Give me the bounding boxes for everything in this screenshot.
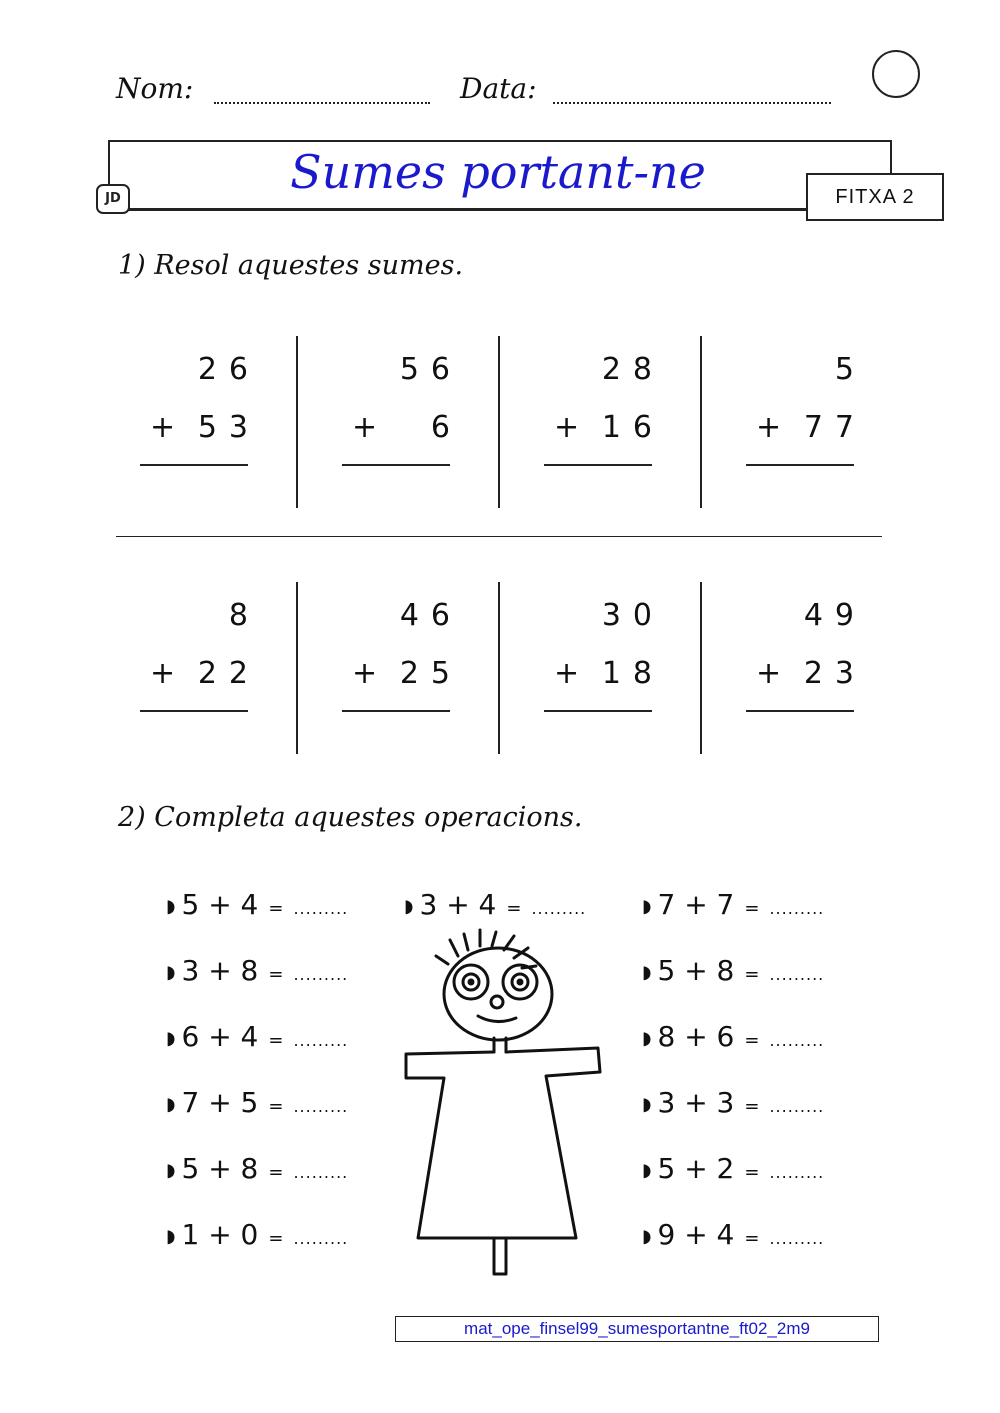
sum-bottom-number: 16 (601, 410, 664, 445)
sum-bottom-number: 22 (197, 656, 260, 691)
plus-sign: + (150, 410, 176, 445)
divider (116, 536, 882, 537)
sum-top-number: 49 (803, 598, 866, 633)
sum-bottom-number: 6 (430, 410, 462, 445)
equals-sign: = (268, 1030, 284, 1051)
exercise-expression: 6 + 4 (181, 1020, 259, 1053)
bullet-icon: ◗ (166, 1093, 176, 1115)
addition-exercise[interactable] (166, 1218, 348, 1251)
answer-blank[interactable]: ......... (293, 1097, 349, 1116)
bullet-icon: ◗ (642, 895, 652, 917)
addition-exercise[interactable] (166, 1152, 348, 1185)
addition-exercise[interactable] (642, 888, 824, 921)
bullet-icon: ◗ (642, 1093, 652, 1115)
exercise-expression: 5 + 2 (657, 1152, 735, 1185)
sum-problem[interactable] (544, 352, 664, 472)
bullet-icon: ◗ (166, 1225, 176, 1247)
sum-answer-line[interactable] (544, 710, 652, 712)
sum-problem[interactable] (140, 352, 260, 472)
equals-sign: = (268, 1228, 284, 1249)
sum-problem[interactable] (342, 598, 462, 718)
addition-exercise[interactable] (166, 888, 348, 921)
sum-answer-line[interactable] (342, 464, 450, 466)
bullet-icon: ◗ (166, 1159, 176, 1181)
sum-top-number: 5 (834, 352, 866, 387)
addition-exercise[interactable] (166, 1020, 348, 1053)
bullet-icon: ◗ (642, 1225, 652, 1247)
answer-blank[interactable]: ......... (769, 1031, 825, 1050)
sum-answer-line[interactable] (140, 464, 248, 466)
answer-blank[interactable]: ......... (293, 1031, 349, 1050)
addition-exercise[interactable] (642, 1152, 824, 1185)
sum-top-number: 8 (228, 598, 260, 633)
footer-code: mat_ope_finsel99_sumesportantne_ft02_2m9 (395, 1316, 879, 1342)
divider (700, 336, 702, 508)
sum-bottom-number: 23 (803, 656, 866, 691)
equals-sign: = (744, 964, 760, 985)
exercise-expression: 8 + 6 (657, 1020, 735, 1053)
plus-sign: + (554, 410, 580, 445)
sum-problem[interactable] (140, 598, 260, 718)
bullet-icon: ◗ (642, 1027, 652, 1049)
equals-sign: = (744, 1096, 760, 1117)
exercise-expression: 5 + 4 (181, 888, 259, 921)
exercise-expression: 5 + 8 (181, 1152, 259, 1185)
plus-sign: + (352, 656, 378, 691)
bullet-icon: ◗ (166, 961, 176, 983)
addition-exercise[interactable] (404, 888, 586, 921)
divider (296, 336, 298, 508)
exercise-expression: 3 + 8 (181, 954, 259, 987)
sum-answer-line[interactable] (140, 710, 248, 712)
equals-sign: = (744, 1030, 760, 1051)
sum-top-number: 46 (399, 598, 462, 633)
sum-bottom-number: 25 (399, 656, 462, 691)
sum-top-number: 28 (601, 352, 664, 387)
logo-icon: JD (96, 184, 130, 214)
plus-sign: + (554, 656, 580, 691)
date-field[interactable] (553, 102, 831, 104)
addition-exercise[interactable] (166, 1086, 348, 1119)
bullet-icon: ◗ (404, 895, 414, 917)
sum-bottom-number: 53 (197, 410, 260, 445)
answer-blank[interactable]: ......... (293, 965, 349, 984)
exercise-expression: 5 + 8 (657, 954, 735, 987)
sheet-badge: FITXA 2 (806, 173, 944, 221)
sum-answer-line[interactable] (746, 710, 854, 712)
sum-answer-line[interactable] (746, 464, 854, 466)
bullet-icon: ◗ (166, 1027, 176, 1049)
addition-exercise[interactable] (642, 1218, 824, 1251)
plus-sign: + (756, 656, 782, 691)
plus-sign: + (150, 656, 176, 691)
exercise-expression: 7 + 7 (657, 888, 735, 921)
sum-problem[interactable] (342, 352, 462, 472)
answer-blank[interactable]: ......... (769, 1097, 825, 1116)
sum-bottom-number: 77 (803, 410, 866, 445)
exercise-expression: 1 + 0 (181, 1218, 259, 1251)
sum-answer-line[interactable] (342, 710, 450, 712)
section-2-heading: 2) Completa aquestes operacions. (118, 802, 583, 833)
exercise-expression: 3 + 4 (419, 888, 497, 921)
divider (700, 582, 702, 754)
plus-sign: + (352, 410, 378, 445)
exercise-expression: 9 + 4 (657, 1218, 735, 1251)
sum-answer-line[interactable] (544, 464, 652, 466)
addition-exercise[interactable] (642, 954, 824, 987)
sum-problem[interactable] (746, 352, 866, 472)
name-label: Nom: (116, 72, 194, 105)
equals-sign: = (744, 898, 760, 919)
name-field[interactable] (214, 102, 430, 104)
section-1-heading: 1) Resol aquestes sumes. (118, 250, 464, 281)
grade-circle[interactable] (872, 50, 920, 98)
divider (498, 336, 500, 508)
exercise-expression: 3 + 3 (657, 1086, 735, 1119)
equals-sign: = (268, 1096, 284, 1117)
answer-blank[interactable]: ......... (531, 899, 587, 918)
equals-sign: = (744, 1162, 760, 1183)
answer-blank[interactable]: ......... (293, 899, 349, 918)
addition-exercise[interactable] (166, 954, 348, 987)
page-title: Sumes portant-ne (290, 145, 706, 199)
bullet-icon: ◗ (642, 961, 652, 983)
child-drawing-icon (398, 926, 608, 1278)
sum-problem[interactable] (746, 598, 866, 718)
divider (296, 582, 298, 754)
equals-sign: = (506, 898, 522, 919)
answer-blank[interactable]: ......... (769, 965, 825, 984)
exercise-expression: 7 + 5 (181, 1086, 259, 1119)
sum-bottom-number: 18 (601, 656, 664, 691)
answer-blank[interactable]: ......... (769, 899, 825, 918)
equals-sign: = (268, 1162, 284, 1183)
equals-sign: = (744, 1228, 760, 1249)
sum-top-number: 56 (399, 352, 462, 387)
equals-sign: = (268, 898, 284, 919)
answer-blank[interactable]: ......... (293, 1229, 349, 1248)
answer-blank[interactable]: ......... (769, 1163, 825, 1182)
sum-top-number: 26 (197, 352, 260, 387)
divider (498, 582, 500, 754)
addition-exercise[interactable] (642, 1020, 824, 1053)
answer-blank[interactable]: ......... (293, 1163, 349, 1182)
sum-top-number: 30 (601, 598, 664, 633)
date-label: Data: (460, 72, 537, 105)
bullet-icon: ◗ (642, 1159, 652, 1181)
answer-blank[interactable]: ......... (769, 1229, 825, 1248)
bullet-icon: ◗ (166, 895, 176, 917)
equals-sign: = (268, 964, 284, 985)
sum-problem[interactable] (544, 598, 664, 718)
plus-sign: + (756, 410, 782, 445)
addition-exercise[interactable] (642, 1086, 824, 1119)
